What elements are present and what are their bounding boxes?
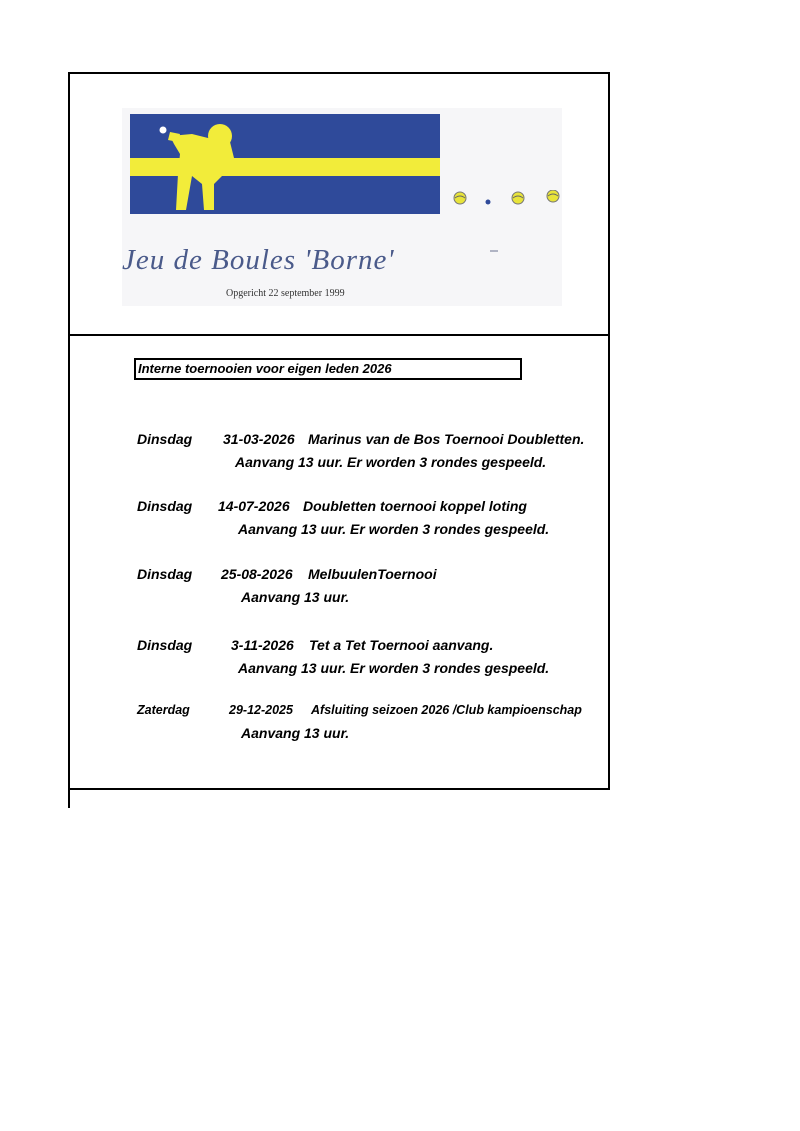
logo-dash	[490, 250, 498, 252]
logo-subtitle: Opgericht 22 september 1999	[226, 288, 345, 299]
event-date: 3-11-2026	[231, 637, 294, 653]
event-day: Dinsdag	[137, 637, 193, 653]
event-details: Aanvang 13 uur.	[241, 725, 350, 741]
event-date: 14-07-2026	[218, 498, 290, 514]
event-details: Aanvang 13 uur. Er worden 3 rondes gespeeld.	[238, 660, 550, 676]
logo-flag	[130, 114, 440, 214]
event-name: MelbuulenToernooi	[308, 566, 437, 582]
event-details: Aanvang 13 uur. Er worden 3 rondes gespeeld.	[238, 521, 550, 537]
section-heading: Interne toernooien voor eigen leden 2026	[134, 358, 522, 380]
event-day: Dinsdag	[137, 431, 193, 447]
event-date: 29-12-2025	[229, 703, 293, 717]
club-logo: Jeu de Boules 'Borne' Opgericht 22 september 1999	[122, 108, 562, 306]
event-details: Aanvang 13 uur.	[241, 589, 350, 605]
event-name: Afsluiting seizoen 2026 /Club kampioenschap	[311, 703, 582, 717]
boules-player-icon	[130, 114, 440, 214]
event-name: Tet a Tet Toernooi aanvang.	[309, 637, 494, 653]
event-details: Aanvang 13 uur. Er worden 3 rondes gespeeld.	[235, 454, 547, 470]
section-divider	[68, 334, 608, 336]
event-date: 31-03-2026	[223, 431, 295, 447]
boules-balls-icon	[452, 190, 562, 210]
event-date: 25-08-2026	[221, 566, 293, 582]
event-name: Doubletten toernooi koppel loting	[303, 498, 527, 514]
event-day: Zaterdag	[137, 703, 190, 717]
event-name: Marinus van de Bos Toernooi Doubletten.	[308, 431, 585, 447]
event-day: Dinsdag	[137, 498, 193, 514]
event-day: Dinsdag	[137, 566, 193, 582]
frame-stub	[68, 786, 70, 808]
